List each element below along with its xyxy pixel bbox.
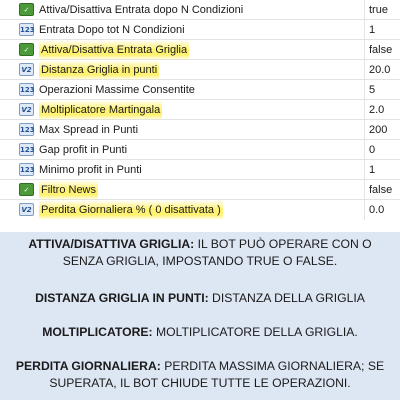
parameter-row[interactable] <box>0 100 400 120</box>
info-perdita-text: PERDITA MASSIMA GIORNALIERA; SE SUPERATA, IL BOT CHIUDE TUTTE LE OPERAZIONI. <box>49 359 385 390</box>
info-perdita-label: PERDITA GIORNALIERA: <box>15 359 161 373</box>
parameter-value[interactable]: 2.0 <box>369 104 385 116</box>
info-distanza-label: DISTANZA GRIGLIA IN PUNTI: <box>35 291 209 305</box>
info-griglia-label: ATTIVA/DISATTIVA GRIGLIA: <box>28 237 195 251</box>
parameter-name: Distanza Griglia in punti <box>39 60 159 80</box>
parameter-name: Moltiplicatore Martingala <box>39 100 162 120</box>
info-griglia-text: IL BOT PUÒ OPERARE CON O SENZA GRIGLIA, IMPOSTANDO TRUE O FALSE. <box>62 237 372 268</box>
parameter-name: Attiva/Disattiva Entrata Griglia <box>39 40 189 60</box>
parameter-row[interactable] <box>0 200 400 220</box>
column-divider <box>364 200 365 220</box>
column-divider <box>364 20 365 40</box>
parameter-value[interactable]: 5 <box>369 84 376 96</box>
parameter-row[interactable] <box>0 160 400 180</box>
parameter-row[interactable] <box>0 0 400 20</box>
info-panel <box>0 232 400 400</box>
parameter-row[interactable] <box>0 180 400 200</box>
parameter-name: Attiva/Disattiva Entrata dopo N Condizioni <box>39 4 244 16</box>
info-moltiplicatore-text: MOLTIPLICATORE DELLA GRIGLIA. <box>155 325 358 339</box>
int-type-icon: 123 <box>19 163 34 176</box>
parameter-name: Minimo profit in Punti <box>39 164 142 176</box>
column-divider <box>364 140 365 160</box>
parameter-name: Gap profit in Punti <box>39 144 128 156</box>
column-divider <box>364 100 365 120</box>
parameter-row[interactable] <box>0 20 400 40</box>
parameter-name: Max Spread in Punti <box>39 124 139 136</box>
bool-type-icon: ✓ <box>19 43 34 56</box>
column-divider <box>364 60 365 80</box>
parameter-value[interactable]: 200 <box>369 124 388 136</box>
double-type-icon: V2 <box>19 203 34 216</box>
info-perdita <box>8 358 392 392</box>
parameter-value[interactable]: false <box>369 184 393 196</box>
double-type-icon: V2 <box>19 103 34 116</box>
parameter-row[interactable] <box>0 140 400 160</box>
parameter-name: Filtro News <box>39 180 98 200</box>
bool-type-icon: ✓ <box>19 183 34 196</box>
parameter-value[interactable]: false <box>369 44 393 56</box>
parameter-row[interactable] <box>0 80 400 100</box>
column-divider <box>364 0 365 20</box>
column-divider <box>364 180 365 200</box>
parameter-value[interactable]: 0 <box>369 144 376 156</box>
info-griglia <box>8 236 392 270</box>
int-type-icon: 123 <box>19 123 34 136</box>
parameter-value[interactable]: true <box>369 4 388 16</box>
column-divider <box>364 80 365 100</box>
info-moltiplicatore-label: MOLTIPLICATORE: <box>42 325 153 339</box>
parameter-row[interactable] <box>0 60 400 80</box>
parameter-value[interactable]: 0.0 <box>369 204 385 216</box>
int-type-icon: 123 <box>19 23 34 36</box>
parameter-value[interactable]: 20.0 <box>369 64 391 76</box>
info-moltiplicatore <box>8 324 392 341</box>
int-type-icon: 123 <box>19 143 34 156</box>
double-type-icon: V2 <box>19 63 34 76</box>
parameter-row[interactable] <box>0 40 400 60</box>
info-distanza-text: DISTANZA DELLA GRIGLIA <box>212 291 365 305</box>
int-type-icon: 123 <box>19 83 34 96</box>
parameter-value[interactable]: 1 <box>369 24 376 36</box>
column-divider <box>364 120 365 140</box>
column-divider <box>364 40 365 60</box>
info-distanza <box>8 290 392 307</box>
parameter-name: Operazioni Massime Consentite <box>39 84 195 96</box>
column-divider <box>364 160 365 180</box>
parameter-row[interactable] <box>0 120 400 140</box>
parameter-value[interactable]: 1 <box>369 164 376 176</box>
bool-type-icon: ✓ <box>19 3 34 16</box>
parameter-name: Perdita Giornaliera % ( 0 disattivata ) <box>39 200 223 220</box>
parameter-name: Entrata Dopo tot N Condizioni <box>39 24 185 36</box>
